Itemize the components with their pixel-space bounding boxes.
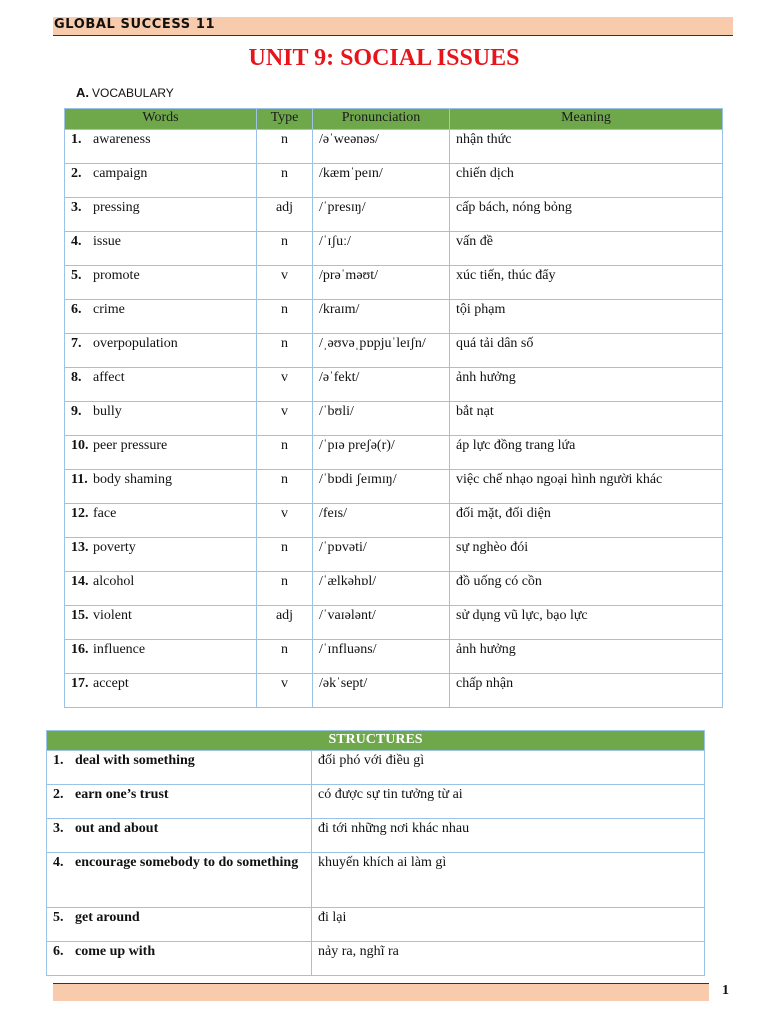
row-number: 5. (71, 268, 82, 283)
pronunciation-cell: /ˈbɒdi ʃeɪmɪŋ/ (313, 470, 450, 504)
word-text: accept (93, 676, 129, 691)
table-row (65, 300, 723, 334)
pronunciation-cell: /ˈpɪə preʃə(r)/ (313, 436, 450, 470)
row-number: 14. (71, 574, 89, 589)
header-bar (53, 17, 733, 36)
table-row (47, 785, 705, 819)
structures-header: STRUCTURES (47, 731, 705, 751)
row-number: 12. (71, 506, 89, 521)
word-text: face (93, 506, 117, 521)
page-number: 1 (722, 983, 729, 998)
word-cell (65, 232, 257, 266)
row-number: 7. (71, 336, 82, 351)
structure-meaning-cell: có được sự tin tưởng từ ai (312, 785, 705, 819)
structure-phrase: get around (75, 910, 140, 925)
word-text: bully (93, 404, 122, 419)
vocabulary-table (64, 108, 723, 708)
col-header-pronunciation: Pronunciation (313, 109, 450, 130)
meaning-cell: xúc tiến, thúc đẩy (450, 266, 723, 300)
word-text: awareness (93, 132, 151, 147)
row-number: 6. (71, 302, 82, 317)
meaning-cell: sự nghèo đói (450, 538, 723, 572)
structure-phrase-cell (47, 819, 312, 853)
header-label: GLOBAL SUCCESS 11 (54, 17, 216, 32)
section-letter: A. (76, 85, 89, 100)
structure-meaning-cell: đi lại (312, 908, 705, 942)
meaning-cell: ảnh hưởng (450, 640, 723, 674)
pronunciation-cell: /ˈpresɪŋ/ (313, 198, 450, 232)
word-cell (65, 300, 257, 334)
type-cell: adj (257, 606, 313, 640)
type-cell: n (257, 300, 313, 334)
footer-bar (53, 983, 709, 1001)
structure-meaning-cell: đối phó với điều gì (312, 751, 705, 785)
word-cell (65, 640, 257, 674)
row-number: 16. (71, 642, 89, 657)
word-text: alcohol (93, 574, 135, 589)
meaning-cell: chiến dịch (450, 164, 723, 198)
word-cell (65, 538, 257, 572)
pronunciation-cell: /ˈvaɪələnt/ (313, 606, 450, 640)
word-text: poverty (93, 540, 136, 555)
col-header-words: Words (65, 109, 257, 130)
pronunciation-cell: /əkˈsept/ (313, 674, 450, 708)
row-number: 6. (53, 944, 64, 959)
type-cell: n (257, 640, 313, 674)
table-row (65, 334, 723, 368)
section-a-heading (76, 85, 174, 100)
row-number: 4. (53, 855, 64, 870)
meaning-cell: nhận thức (450, 130, 723, 164)
type-cell: n (257, 538, 313, 572)
word-cell (65, 334, 257, 368)
type-cell: v (257, 674, 313, 708)
row-number: 11. (71, 472, 88, 487)
word-cell (65, 572, 257, 606)
word-text: pressing (93, 200, 140, 215)
row-number: 15. (71, 608, 89, 623)
structure-phrase-cell (47, 942, 312, 976)
word-cell (65, 504, 257, 538)
meaning-cell: vấn đề (450, 232, 723, 266)
table-row (65, 402, 723, 436)
pronunciation-cell: /əˈfekt/ (313, 368, 450, 402)
table-row (65, 130, 723, 164)
structure-phrase-cell (47, 785, 312, 819)
type-cell: n (257, 436, 313, 470)
word-cell (65, 130, 257, 164)
row-number: 1. (53, 753, 64, 768)
pronunciation-cell: /feɪs/ (313, 504, 450, 538)
table-row (65, 640, 723, 674)
type-cell: v (257, 368, 313, 402)
pronunciation-cell: /ˈælkəhɒl/ (313, 572, 450, 606)
row-number: 10. (71, 438, 89, 453)
type-cell: n (257, 164, 313, 198)
meaning-cell: áp lực đồng trang lứa (450, 436, 723, 470)
pronunciation-cell: /ˈpɒvəti/ (313, 538, 450, 572)
word-text: promote (93, 268, 140, 283)
table-row (65, 538, 723, 572)
row-number: 13. (71, 540, 89, 555)
pronunciation-cell: /ˈbʊli/ (313, 402, 450, 436)
table-row (65, 572, 723, 606)
meaning-cell: đối mặt, đối diện (450, 504, 723, 538)
table-row (47, 908, 705, 942)
page-title: UNIT 9: SOCIAL ISSUES (248, 45, 520, 71)
word-cell (65, 266, 257, 300)
word-text: overpopulation (93, 336, 178, 351)
row-number: 3. (71, 200, 82, 215)
type-cell: v (257, 504, 313, 538)
type-cell: n (257, 572, 313, 606)
structure-phrase-cell (47, 751, 312, 785)
word-cell (65, 606, 257, 640)
structure-phrase: encourage somebody to do something (75, 855, 299, 870)
table-row (65, 504, 723, 538)
structure-meaning-cell: nảy ra, nghĩ ra (312, 942, 705, 976)
col-header-meaning: Meaning (450, 109, 723, 130)
col-header-type: Type (257, 109, 313, 130)
structure-phrase: out and about (75, 821, 159, 836)
table-row (65, 470, 723, 504)
structure-meaning-cell: đi tới những nơi khác nhau (312, 819, 705, 853)
structures-header-row (47, 731, 705, 751)
table-row (47, 751, 705, 785)
pronunciation-cell: /kraɪm/ (313, 300, 450, 334)
word-text: issue (93, 234, 121, 249)
table-row (47, 942, 705, 976)
word-text: influence (93, 642, 146, 657)
table-row (65, 436, 723, 470)
table-row (65, 674, 723, 708)
row-number: 2. (71, 166, 82, 181)
word-text: peer pressure (93, 438, 168, 453)
word-text: affect (93, 370, 125, 385)
meaning-cell: sử dụng vũ lực, bạo lực (450, 606, 723, 640)
row-number: 4. (71, 234, 82, 249)
type-cell: n (257, 232, 313, 266)
word-text: body shaming (93, 472, 172, 487)
pronunciation-cell: /prəˈməʊt/ (313, 266, 450, 300)
row-number: 1. (71, 132, 82, 147)
type-cell: adj (257, 198, 313, 232)
row-number: 8. (71, 370, 82, 385)
word-text: campaign (93, 166, 148, 181)
pronunciation-cell: /əˈweənəs/ (313, 130, 450, 164)
table-row (65, 368, 723, 402)
table-row (65, 164, 723, 198)
row-number: 17. (71, 676, 89, 691)
structures-table (46, 730, 705, 976)
structure-phrase: deal with something (75, 753, 195, 768)
structure-phrase: come up with (75, 944, 156, 959)
word-cell (65, 674, 257, 708)
type-cell: v (257, 266, 313, 300)
word-cell (65, 402, 257, 436)
table-row (47, 819, 705, 853)
type-cell: n (257, 130, 313, 164)
meaning-cell: việc chế nhạo ngoại hình người khác (450, 470, 723, 504)
structure-phrase: earn one’s trust (75, 787, 169, 802)
meaning-cell: ảnh hưởng (450, 368, 723, 402)
section-label: VOCABULARY (92, 86, 174, 100)
row-number: 5. (53, 910, 64, 925)
table-row (65, 198, 723, 232)
type-cell: n (257, 334, 313, 368)
row-number: 2. (53, 787, 64, 802)
meaning-cell: tội phạm (450, 300, 723, 334)
word-cell (65, 368, 257, 402)
meaning-cell: quá tải dân số (450, 334, 723, 368)
structure-meaning-cell: khuyến khích ai làm gì (312, 853, 705, 908)
type-cell: v (257, 402, 313, 436)
table-row (65, 232, 723, 266)
word-cell (65, 164, 257, 198)
meaning-cell: bắt nạt (450, 402, 723, 436)
word-cell (65, 436, 257, 470)
structure-phrase-cell (47, 908, 312, 942)
row-number: 3. (53, 821, 64, 836)
word-text: crime (93, 302, 125, 317)
row-number: 9. (71, 404, 82, 419)
word-text: violent (93, 608, 132, 623)
word-cell (65, 198, 257, 232)
type-cell: n (257, 470, 313, 504)
table-row (47, 853, 705, 908)
vocab-header-row (65, 109, 723, 130)
pronunciation-cell: /ˌəʊvəˌpɒpjuˈleɪʃn/ (313, 334, 450, 368)
table-row (65, 266, 723, 300)
pronunciation-cell: /kæmˈpeɪn/ (313, 164, 450, 198)
word-cell (65, 470, 257, 504)
structure-phrase-cell (47, 853, 312, 908)
meaning-cell: đồ uống có cồn (450, 572, 723, 606)
table-row (65, 606, 723, 640)
pronunciation-cell: /ˈɪʃuː/ (313, 232, 450, 266)
pronunciation-cell: /ˈɪnfluəns/ (313, 640, 450, 674)
meaning-cell: cấp bách, nóng bỏng (450, 198, 723, 232)
meaning-cell: chấp nhận (450, 674, 723, 708)
